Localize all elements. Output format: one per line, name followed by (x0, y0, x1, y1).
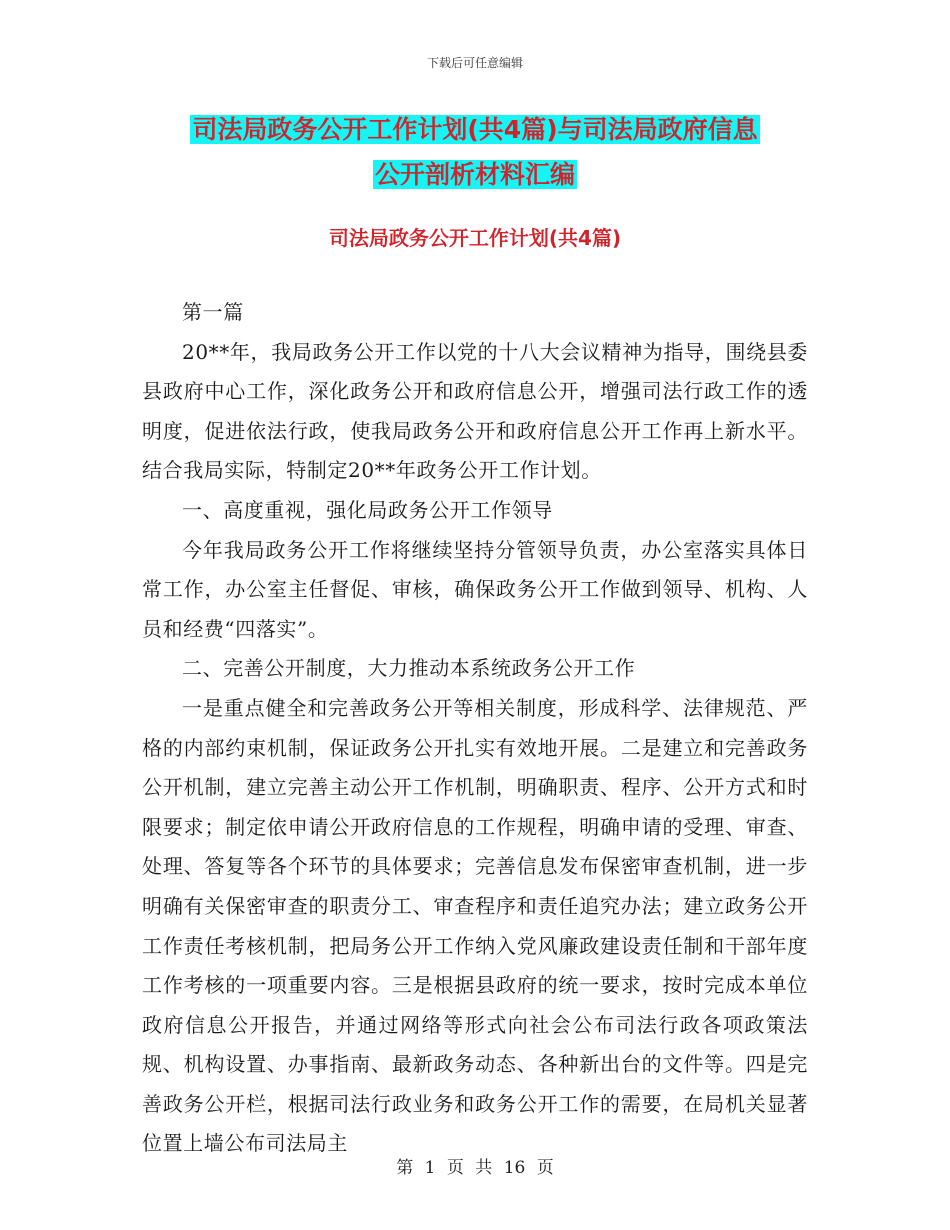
paragraph-1: 今年我局政务公开工作将继续坚持分管领导负责，办公室落实具体日常工作，办公室主任督促、审核，确保政务公开工作做到领导、机构、人员和经费“四落实”。 (142, 537, 808, 641)
header-note: 下载后可任意编辑 (426, 56, 523, 70)
section-title: 司法局政务公开工作计划(共4篇) (328, 226, 622, 250)
document-body (142, 293, 808, 1164)
intro-paragraph: 20**年，我局政务公开工作以党的十八大会议精神为指导，围绕县委县政府中心工作，深化政务公开和政府信息公开，增强司法行政工作的透明度，促进依法行政，使我局政务公开和政府信息公开工作再上新水平。结合我局实际，特制定20**年政务公开工作计划。 (142, 339, 808, 483)
page-number-footer: 第 1 页 共 16 页 (396, 1158, 554, 1178)
chapter-heading: 第一篇 (182, 300, 244, 324)
paragraph-2: 一是重点健全和完善政务公开等相关制度，形成科学、法律规范、严格的内部约束机制，保证政务公开扎实有效地开展。二是建立和完善政务公开机制，建立完善主动公开工作机制，明确职责、程序、公开方式和时限要求；制定依申请公开政府信息的工作规程，明确申请的受理、审查、处理、答复等各个环节的具体要求；完善信息发布保密审查机制，进一步明确有关保密审查的职责分工、审查程序和责任追究办法；建立政务公开工作责任考核机制，把局务公开工作纳入党风廉政建设责任制和干部年度工作考核的一项重要内容。三是根据县政府的统一要求，按时完成本单位政府信息公开报告，并通过网络等形式向社会公布司法行政各项政策法规、机构设置、办事指南、最新政务动态、各种新出台的文件等。四是完善政务公开栏，根据司法行政业务和政务公开工作的需要，在局机关显著位置上墙公布司法局主 (142, 695, 808, 1156)
document-title-line-1 (0, 112, 950, 148)
document-title-line-1-text: 司法局政务公开工作计划(共4篇)与司法局政府信息 (192, 115, 758, 144)
subheading-1: 一、高度重视，强化局政务公开工作领导 (182, 497, 553, 522)
document-title-line-2-text: 公开剖析材料汇编 (374, 160, 575, 189)
document-title-line-2 (0, 157, 950, 193)
subheading-2: 二、完善公开制度，大力推动本系统政务公开工作 (182, 656, 636, 681)
